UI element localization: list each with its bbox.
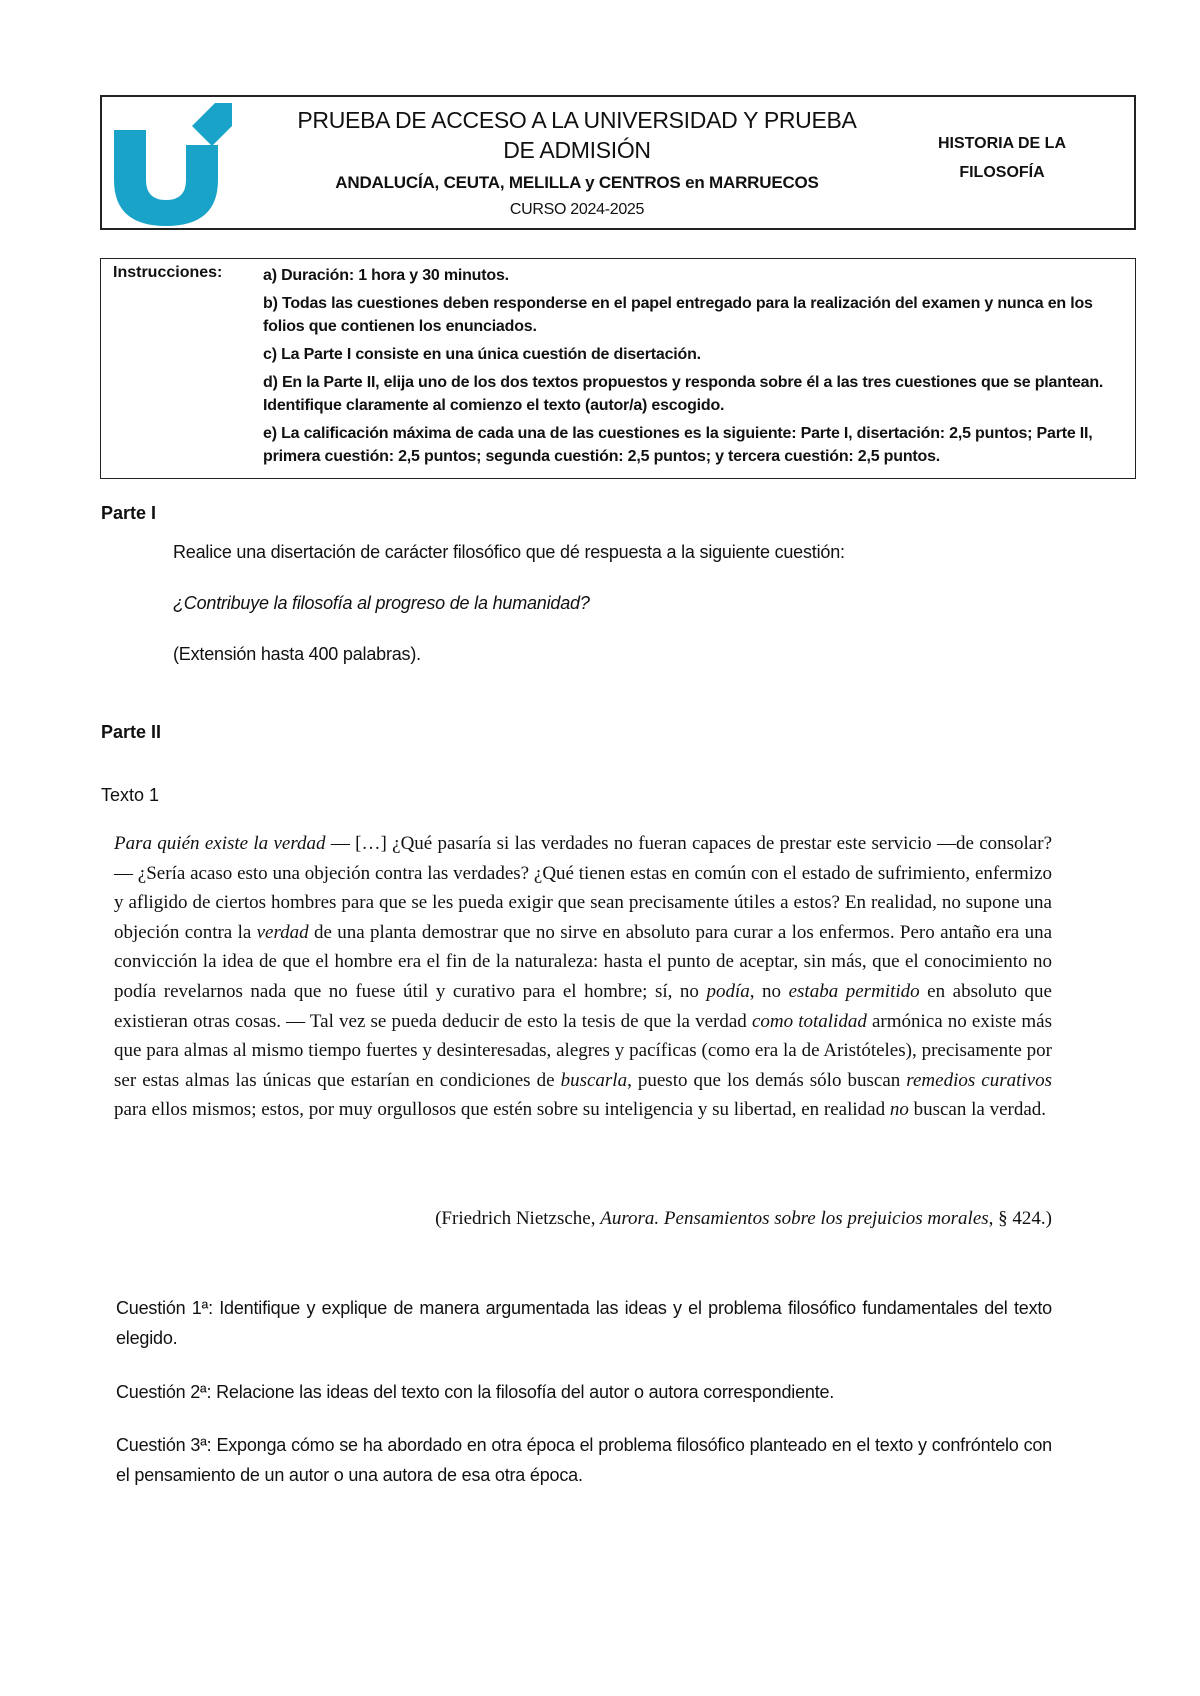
quote-segment: para ellos mismos; estos, por muy orgullosos que estén sobre su inteligencia y su libertad, en realidad	[114, 1099, 890, 1121]
instruction-item: c) La Parte I consiste en una única cuestión de disertación.	[263, 346, 701, 363]
exam-header	[100, 95, 1136, 230]
part-1-question: ¿Contribuye la filosofía al progreso de la humanidad?	[173, 593, 590, 613]
exam-course: CURSO 2024-2025	[509, 201, 645, 218]
instruction-item: e) La calificación máxima de cada una de las cuestiones es la siguiente: Parte I, disertación: 2,5 puntos; Parte II, primera cuestión: 2,5 puntos; segunda cuestión: 2,5 puntos; y tercera cuestión: 2,5 puntos.	[263, 425, 1093, 465]
quote-emphasis: podía	[706, 980, 750, 1002]
instructions-label: Instrucciones:	[113, 264, 223, 281]
citation-work: Aurora. Pensamientos sobre los prejuicios morales	[600, 1208, 989, 1229]
exam-title: PRUEBA DE ACCESO A LA UNIVERSIDAD Y PRUEBA DE ADMISIÓN	[297, 107, 857, 163]
citation-section: , § 424.)	[988, 1208, 1052, 1229]
instruction-item: a) Duración: 1 hora y 30 minutos.	[263, 267, 509, 284]
part-1-extension: (Extensión hasta 400 palabras).	[173, 644, 421, 664]
instructions-list	[263, 264, 1123, 473]
quote-emphasis: no	[889, 1099, 909, 1121]
question-2: Cuestión 2ª: Relacione las ideas del texto con la filosofía del autor o autora correspondiente.	[116, 1382, 835, 1402]
part-2-title: Parte II	[101, 722, 162, 742]
instructions-box	[100, 258, 1136, 479]
instruction-item: d) En la Parte II, elija uno de los dos textos propuestos y responda sobre él a las tres cuestiones que se plantean. Identifique claramente al comienzo el texto (autor/a) escogido.	[263, 374, 1104, 414]
quote-emphasis: remedios curativos	[906, 1069, 1052, 1091]
quote-segment: , no	[749, 980, 789, 1002]
header-main	[282, 105, 872, 219]
quote-segment: armónica no existe más que para almas al mismo tiempo fuertes y desinteresadas, alegres y pacíficas (como era la de Aristóteles), precisamente por ser estas almas las únicas que estarían en condiciones de	[114, 1010, 1052, 1091]
citation-author: (Friedrich Nietzsche,	[435, 1208, 601, 1229]
question-1: Cuestión 1ª: Identifique y explique de manera argumentada las ideas y el problema filosófico fundamentales del texto elegido.	[116, 1298, 1052, 1348]
exam-subject: HISTORIA DE LA FILOSOFÍA	[937, 135, 1066, 181]
quote-segment: de una planta demostrar que no sirve en absoluto para curar a los enfermos. Pero antaño era una convicción la idea de que el hombre era el fin de la naturaleza: hasta el punto de aceptar, sin más, que el conocimiento no podía revelarnos nada que no fuese útil y curativo para el hombre; sí, no	[114, 921, 1053, 1002]
quote-emphasis: verdad	[256, 921, 309, 943]
part-1-title: Parte I	[101, 503, 157, 523]
quote-segment: , puesto que los demás sólo buscan	[627, 1069, 907, 1091]
university-logo-icon	[112, 100, 232, 228]
quote-emphasis: como totalidad	[751, 1010, 867, 1032]
quote-emphasis: buscarla	[560, 1069, 628, 1091]
quote-heading: Para quién existe la verdad	[114, 833, 326, 854]
question-3: Cuestión 3ª: Exponga cómo se ha abordado en otra época el problema filosófico planteado en el texto y confróntelo con el pensamiento de un autor o una autora de esa otra época.	[116, 1435, 1052, 1485]
quote-segment: en absoluto que existieran otras cosas. — Tal vez se pueda deducir de esto la tesis de que la verdad	[114, 980, 1052, 1032]
quote-segment: buscan la verdad.	[908, 1099, 1047, 1121]
text-1-citation	[114, 1208, 1052, 1230]
part-1-prompt: Realice una disertación de carácter filosófico que dé respuesta a la siguiente cuestión:	[173, 542, 845, 562]
exam-region: ANDALUCÍA, CEUTA, MELILLA y CENTROS en MARRUECOS	[335, 173, 819, 192]
quote-emphasis: estaba permitido	[788, 980, 920, 1002]
text-1-label: Texto 1	[101, 785, 160, 805]
text-1-quote	[114, 829, 1052, 1125]
instruction-item: b) Todas las cuestiones deben responderse en el papel entregado para la realización del examen y nunca en los folios que contienen los enunciados.	[263, 295, 1093, 335]
quote-segment: — […] ¿Qué pasaría si las verdades no fueran capaces de prestar este servicio —de consolar? — ¿Sería acaso esto una objeción contra las verdades? ¿Qué tienen estas en común con el estado de sufrimiento, enfermizo y afligido de ciertos hombres para que se les pueda exigir que sean precisamente útiles a estos? En realidad, no supone una objeción contra la	[114, 833, 1052, 943]
